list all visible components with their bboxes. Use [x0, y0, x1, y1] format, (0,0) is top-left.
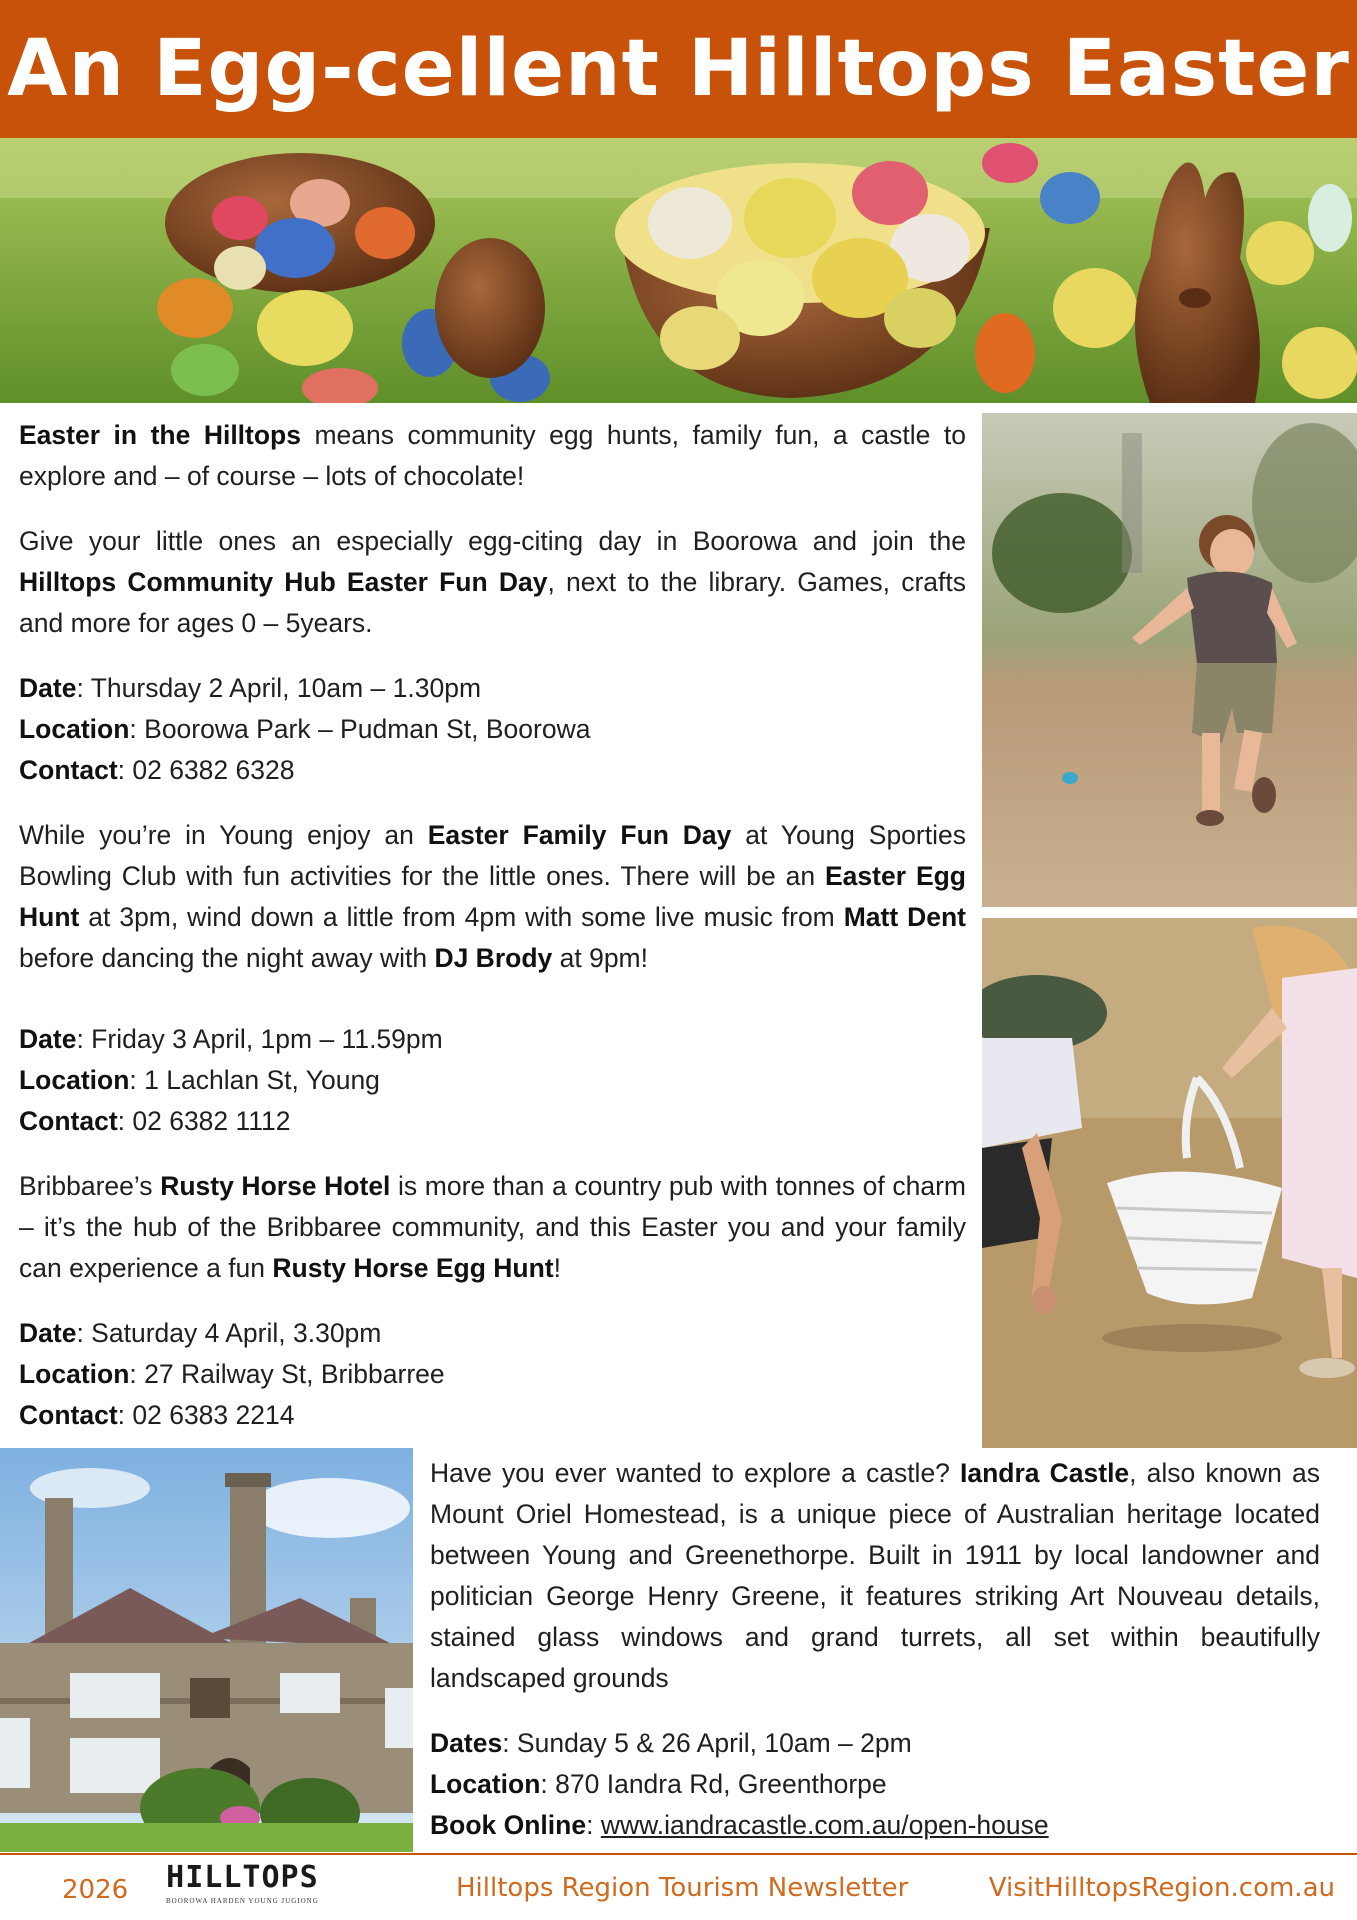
event2-date-value: : Friday 3 April, 1pm – 11.59pm [76, 1024, 443, 1054]
event2-text-a: While you’re in Young enjoy an [19, 820, 428, 850]
children-basket-image [982, 918, 1357, 1448]
event1-description [19, 521, 966, 644]
event2-text-d: before dancing the night away with [19, 943, 435, 973]
page-title: An Egg-cellent Hilltops Easter [7, 24, 1350, 114]
event2-text-b: at Young Sporties Bowling Club with fun activities for the little ones. There will be an [19, 820, 966, 891]
event3-name: Rusty Horse Egg Hunt [272, 1253, 554, 1283]
event4-dates [430, 1723, 1320, 1764]
event4-text-b: , also known as Mount Oriel Homestead, is a unique piece of Australian heritage located between Young and Greenethorpe. Built in 1911 by local landowner and politician George Henry Greene, it features striking Art Nouveau details, stained glass windows and grand turrets, all set within beautifully landscaped grounds [430, 1458, 1320, 1693]
event2-description [19, 815, 966, 979]
event3-contact-label: Contact [19, 1400, 118, 1430]
event4-venue: Iandra Castle [960, 1458, 1130, 1488]
event3-venue: Rusty Horse Hotel [160, 1171, 391, 1201]
child-running-image [982, 413, 1357, 907]
intro-paragraph [19, 415, 966, 497]
event1-location-value: : Boorowa Park – Pudman St, Boorowa [129, 714, 591, 744]
event3-text-a: Bribbaree’s [19, 1171, 161, 1201]
easter-eggs-hero-image [0, 138, 1357, 403]
event3-text-c: ! [553, 1253, 561, 1283]
iandra-castle-article [430, 1453, 1320, 1846]
intro-text: means community egg hunts, family fun, a castle to explore and – of course – lots of chocolate! [19, 420, 966, 491]
event3-description [19, 1166, 966, 1289]
event2-location-value: : 1 Lachlan St, Young [129, 1065, 380, 1095]
event3-contact [19, 1395, 966, 1436]
event3-contact-value: : 02 6383 2214 [117, 1400, 295, 1430]
event2-location-label: Location [19, 1065, 130, 1095]
event1-location [19, 709, 966, 750]
iandra-booking-link[interactable]: www.iandracastle.com.au/open-house [600, 1810, 1049, 1840]
event4-dates-value: : Sunday 5 & 26 April, 10am – 2pm [502, 1728, 912, 1758]
intro-lead: Easter in the Hilltops [19, 420, 301, 450]
event1-date-label: Date [19, 673, 77, 703]
event4-dates-label: Dates [430, 1728, 503, 1758]
event3-location [19, 1354, 966, 1395]
event2-date [19, 1019, 966, 1060]
event1-date-value: : Thursday 2 April, 10am – 1.30pm [76, 673, 482, 703]
event4-location-label: Location [430, 1769, 541, 1799]
event4-text-a: Have you ever wanted to explore a castle? [430, 1458, 961, 1488]
event2-name: Easter Family Fun Day [427, 820, 732, 850]
event3-location-label: Location [19, 1359, 130, 1389]
event2-contact-value: : 02 6382 1112 [117, 1106, 291, 1136]
event1-location-label: Location [19, 714, 130, 744]
event1-date [19, 668, 966, 709]
event4-booking [430, 1805, 1320, 1846]
event1-text-b: , next to the library. Games, crafts and more for ages 0 – 5years. [19, 567, 966, 638]
event4-location [430, 1764, 1320, 1805]
event2-text-e: at 9pm! [552, 943, 648, 973]
footer [0, 1855, 1357, 1920]
hilltops-logo-text: HILLTOPS [166, 1860, 319, 1895]
event1-contact-label: Contact [19, 755, 118, 785]
event1-contact-value: : 02 6382 6328 [117, 755, 295, 785]
event1-name: Hilltops Community Hub Easter Fun Day [19, 567, 548, 597]
event1-contact [19, 750, 966, 791]
footer-year: 2026 [62, 1875, 129, 1905]
event4-location-value: : 870 Iandra Rd, Greenthorpe [540, 1769, 887, 1799]
header-banner [0, 0, 1357, 138]
event3-date-label: Date [19, 1318, 77, 1348]
event2-egg-hunt: Easter Egg Hunt [19, 861, 966, 932]
event4-description [430, 1453, 1320, 1699]
event2-date-label: Date [19, 1024, 77, 1054]
footer-website-link[interactable]: VisitHilltopsRegion.com.au [988, 1873, 1335, 1903]
event2-text-c: at 3pm, wind down a little from 4pm with some live music from [79, 902, 844, 932]
event1-text-a: Give your little ones an especially egg-citing day in Boorowa and join the [19, 526, 966, 556]
event2-contact [19, 1101, 966, 1142]
main-article-column [19, 415, 966, 1436]
event4-book-label: Book Online [430, 1810, 587, 1840]
hilltops-logo [166, 1861, 319, 1905]
event2-contact-label: Contact [19, 1106, 118, 1136]
iandra-castle-image [0, 1448, 413, 1852]
hilltops-logo-towns: BOOROWA HARDEN YOUNG JUGIONG [166, 1897, 319, 1905]
event3-text-b: is more than a country pub with tonnes of charm – it’s the hub of the Bribbaree community, and this Easter you and your family can experience a fun [19, 1171, 966, 1283]
event2-location [19, 1060, 966, 1101]
event2-performer: Matt Dent [843, 902, 966, 932]
event3-date [19, 1313, 966, 1354]
event2-dj: DJ Brody [434, 943, 553, 973]
event4-book-separator: : [586, 1810, 601, 1840]
footer-newsletter-title: Hilltops Region Tourism Newsletter [456, 1873, 909, 1903]
event3-date-value: : Saturday 4 April, 3.30pm [76, 1318, 382, 1348]
event3-location-value: : 27 Railway St, Bribbarree [129, 1359, 445, 1389]
